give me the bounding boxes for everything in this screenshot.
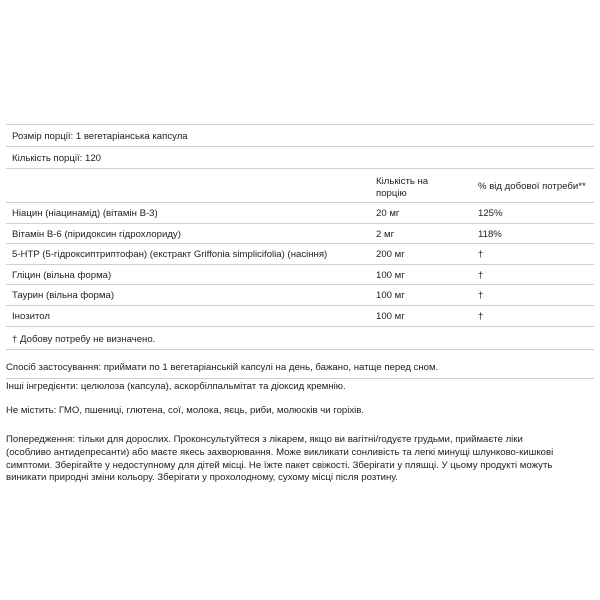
nutrient-name: Ніацин (ніацинамід) (вітамін B-3) (12, 208, 158, 219)
warning-text: Попередження: тільки для дорослих. Проконсультуйтеся з лікарем, якщо ви вагітні/годуєте грудьми, приймаєте ліки (особливо антидепресанти) або маєте якесь захворювання. Може викликати сонливість та легкі минущі шлунково-кишкові симптоми. Зберігайте у недоступному для дітей місці. Не їжте пакет свіжості. Зберігати у пляшці. У цьому продукті можуть виникати природні зміни кольору. Зберігати у прохолодному, сухому місці після розтину. (6, 434, 554, 484)
usage-text: Спосіб застосування: приймати по 1 вегетаріанській капсулі на день, бажано, натще перед сном. (6, 362, 594, 379)
table-row (6, 265, 594, 286)
nutrient-name: Інозитол (12, 310, 50, 322)
dv-header: % від добової потреби** (478, 181, 586, 192)
nutrient-dv: † (478, 269, 484, 281)
table-header (6, 169, 594, 203)
serving-size: Розмір порції: 1 вегетаріанська капсула (12, 131, 188, 142)
ingredients-text: Інші інгредієнти: целюлоза (капсула), аскорбілпальмітат та діоксид кремнію. (6, 381, 346, 392)
nutrient-dv: 118% (478, 228, 502, 240)
nutrient-amount: 100 мг (376, 290, 405, 302)
table-row (6, 244, 594, 265)
footnote: † Добову потребу не визначено. (12, 333, 156, 345)
serving-size-row (6, 125, 594, 147)
servings-count: Кількість порції: 120 (12, 153, 101, 164)
table-row (6, 285, 594, 306)
free-from-text: Не містить: ГМО, пшениці, глютена, сої, молока, яєць, риби, молюсків чи горіхів. (6, 405, 365, 416)
nutrient-dv: † (478, 290, 484, 302)
nutrient-name: Таурин (вільна форма) (12, 290, 115, 302)
table-row (6, 203, 594, 224)
nutrient-amount: 100 мг (376, 269, 405, 281)
supplement-facts-table (6, 124, 594, 350)
table-row (6, 224, 594, 245)
nutrient-amount: 20 мг (376, 208, 400, 219)
nutrient-amount: 200 мг (376, 249, 405, 261)
nutrient-name: 5-HTP (5-гідроксиптриптофан) (екстракт Griffonia simplicifolia) (насіння) (12, 249, 328, 261)
nutrient-amount: 100 мг (376, 310, 405, 322)
servings-count-row (6, 147, 594, 169)
nutrient-dv: † (478, 249, 484, 261)
amount-header: Кількість на порцію (376, 176, 429, 199)
footnote-row (6, 327, 594, 350)
nutrient-name: Вітамін B-6 (піридоксин гідрохлориду) (12, 228, 181, 240)
nutrient-dv: † (478, 310, 484, 322)
nutrient-name: Гліцин (вільна форма) (12, 269, 112, 281)
table-row (6, 306, 594, 327)
nutrient-amount: 2 мг (376, 228, 395, 240)
nutrient-dv: 125% (478, 208, 503, 219)
